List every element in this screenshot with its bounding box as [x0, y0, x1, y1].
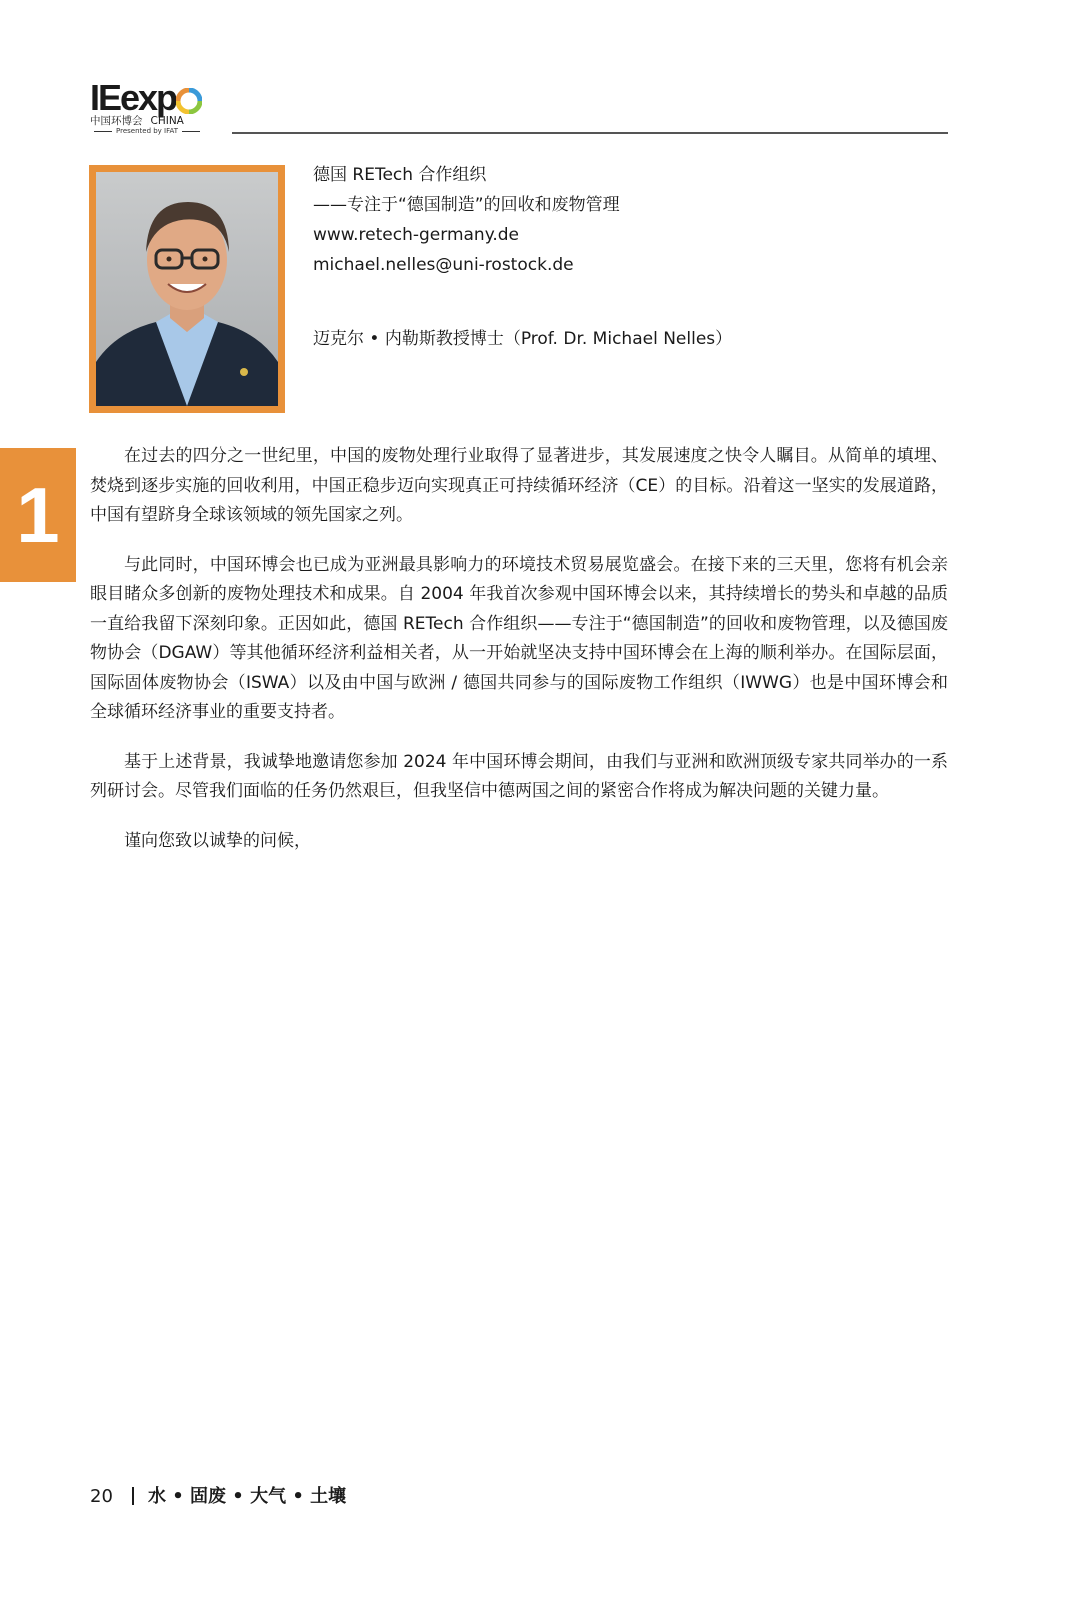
section-title: 水 • 固废 • 大气 • 土壤 [148, 1486, 347, 1507]
website-link[interactable]: www.retech-germany.de [313, 225, 519, 245]
organization-name: 德国 RETech 合作组织 [313, 165, 487, 185]
organization-tagline: ——专注于“德国制造”的回收和废物管理 [313, 195, 620, 215]
closing-line: 谨向您致以诚挚的问候， [124, 830, 311, 851]
iexpo-logo [90, 77, 230, 140]
page-footer [90, 1482, 346, 1508]
paragraph-3: 基于上述背景，我诚挚地邀请您参加 2024 年中国环博会期间，由我们与亚洲和欧洲顶级专家共同举办的一系列研讨会。尽管我们面临的任务仍然艰巨，但我坚信中德两国之间的紧密合作将成为解决问题的关键力量。 [90, 751, 948, 801]
portrait-illustration [96, 172, 278, 406]
paragraph-2: 与此同时，中国环博会也已成为亚洲最具影响力的环境技术贸易展览盛会。在接下来的三天里，您将有机会亲眼目睹众多创新的废物处理技术和成果。自 2004 年我首次参观中国环博会以来，其持续增长的势头和卓越的品质一直给我留下深刻印象。正因如此，德国 RETech 合作组织——专注于“德国制造”的回收和废物管理，以及德国废物协会（DGAW）等其他循环经济利益相关者，从一开始就坚决支持中国环博会在上海的顺利举办。在国际层面，国际固体废物协会（ISWA）以及由中国与欧洲 / 德国共同参与的国际废物工作组织（IWWG）也是中国环博会和全球循环经济事业的重要支持者。 [90, 554, 948, 722]
logo-cn-text: 中国环博会 [90, 115, 143, 127]
logo-presented-line [90, 127, 204, 135]
letter-body [90, 442, 948, 876]
email-link[interactable]: michael.nelles@uni-rostock.de [313, 255, 574, 275]
page-number: 20 [90, 1486, 113, 1507]
logo-subtitle [90, 113, 184, 128]
header-divider [232, 132, 948, 134]
logo-china-text: CHINA [150, 115, 184, 127]
logo-presented-text: Presented by IFAT [116, 127, 179, 135]
paragraph-1: 在过去的四分之一世纪里，中国的废物处理行业取得了显著进步，其发展速度之快令人瞩目。从简单的填埋、焚烧到逐步实施的回收利用，中国正稳步迈向实现真正可持续循环经济（CE）的目标。沿着这一坚实的发展道路，中国有望跻身全球该领域的领先国家之列。 [90, 446, 948, 525]
chapter-number-badge: 1 [0, 448, 76, 582]
footer-separator [132, 1487, 134, 1505]
contact-block [313, 160, 732, 354]
author-name: 迈克尔 • 内勒斯教授博士（Prof. Dr. Michael Nelles） [313, 329, 733, 349]
logo-ring-icon [176, 88, 202, 114]
portrait-photo [89, 165, 285, 413]
logo-wordmark: IEexp [90, 77, 177, 118]
